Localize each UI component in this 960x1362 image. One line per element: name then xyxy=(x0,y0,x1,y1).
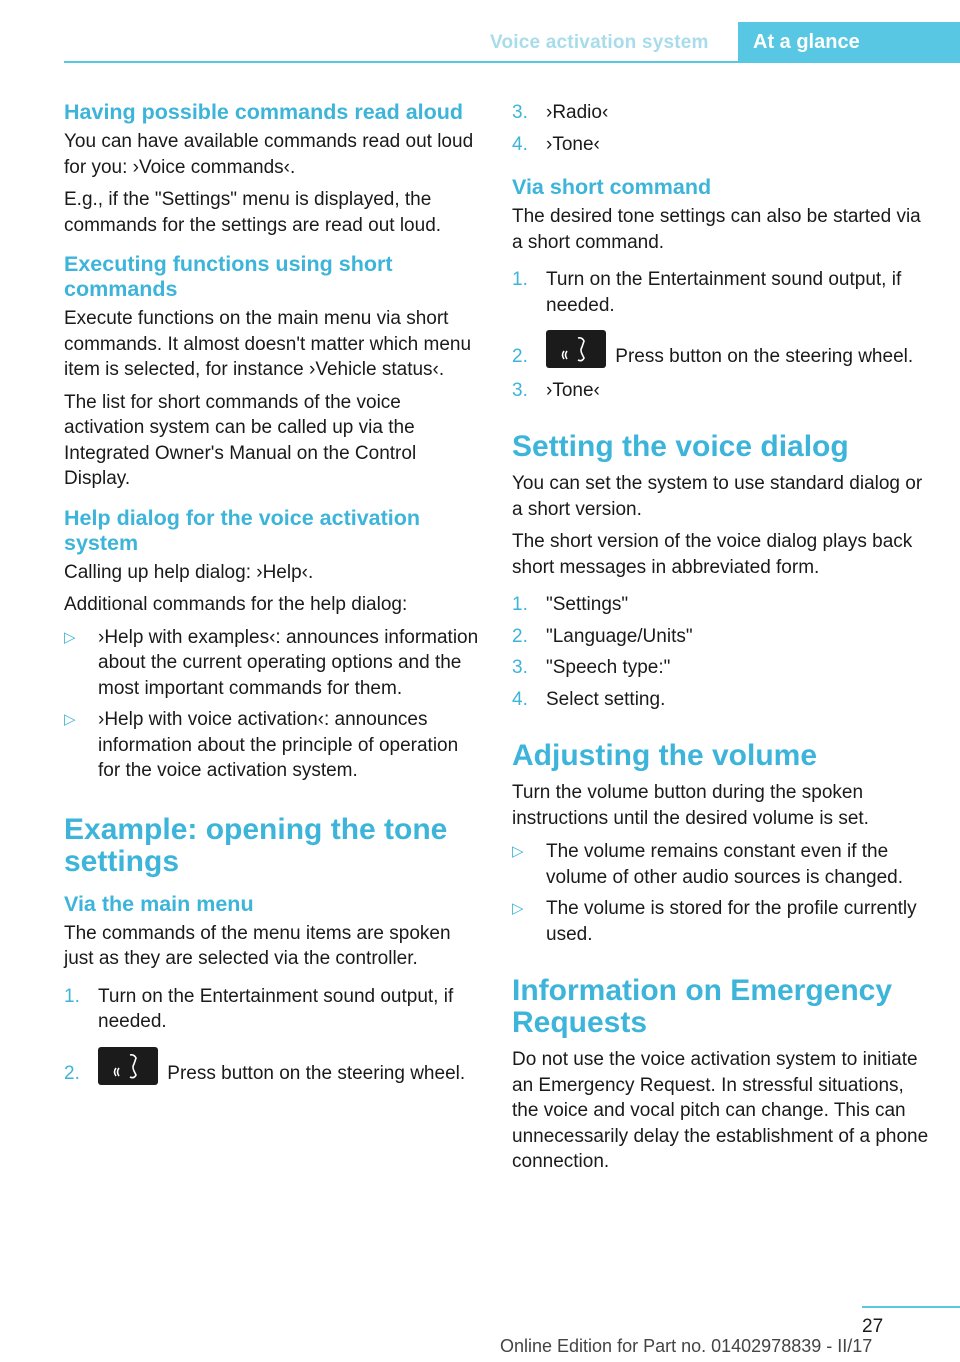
paragraph: The short version of the voice dialog plays back short messages in abbreviated form. xyxy=(512,531,913,578)
page-number: 27 xyxy=(862,1316,884,1337)
heading-help-dialog: Help dialog for the voice activation system xyxy=(64,505,421,555)
triangle-bullet-icon: ▷ xyxy=(64,628,76,646)
step-item: 1. Turn on the Entertainment sound output, if needed. xyxy=(64,985,454,1032)
step-item: 2. "Language/Units" xyxy=(512,624,932,650)
list-item: ▷ ›Help with examples‹: announces information about the current operating options and the most important commands for them. xyxy=(64,626,479,699)
step-item: 1. "Settings" xyxy=(512,592,932,618)
paragraph: You can set the system to use standard dialog or a short version. xyxy=(512,473,923,520)
heading-read-aloud: Having possible commands read aloud xyxy=(64,100,464,124)
step-item: 1. Turn on the Entertainment sound output, if needed. xyxy=(512,269,902,316)
step-item: 2. Press button on the steering wheel. xyxy=(512,330,932,370)
heading-via-menu: Via the main menu xyxy=(64,891,254,916)
step-item: 3. ›Radio‹ xyxy=(512,100,932,126)
triangle-bullet-icon: ▷ xyxy=(512,843,524,860)
step-item: 3. ›Tone‹ xyxy=(512,378,932,404)
heading-voice-dialog: Setting the voice dialog xyxy=(512,430,849,463)
step-number: 2. xyxy=(64,1062,80,1084)
step-item: 2. Press button on the steering wheel. xyxy=(64,1047,484,1087)
paragraph: Execute functions on the main menu via short commands. It almost doesn't matter which menu item is selected, for instance ›Vehicle status‹. xyxy=(64,308,472,380)
voice-command-button-icon xyxy=(98,1047,158,1085)
step-number: 1. xyxy=(512,594,528,615)
heading-example: Example: opening the tone settings xyxy=(64,812,448,878)
triangle-bullet-icon: ▷ xyxy=(64,711,76,728)
edition-note: Online Edition for Part no. 01402978839 - II/17 xyxy=(500,1336,873,1356)
step-number: 2. xyxy=(512,625,528,647)
paragraph: The desired tone settings can also be started via a short command. xyxy=(512,206,921,253)
paragraph: Do not use the voice activation system to initiate an Emergency Request. In stressful situations, the voice and vocal pitch can change. This can unnecessarily delay the establishment of a phone connection. xyxy=(512,1049,929,1172)
step-item: 4. ›Tone‹ xyxy=(512,132,932,158)
section-title: Voice activation system xyxy=(490,32,709,53)
step-number: 3. xyxy=(512,657,528,678)
list-item: ▷ The volume is stored for the profile currently used. xyxy=(512,898,917,945)
paragraph: The list for short commands of the voice activation system can be called up via the Integrated Owner's Manual on the Control Display. xyxy=(64,391,417,489)
step-number: 3. xyxy=(512,102,528,123)
footer-rule xyxy=(862,1306,960,1308)
step-number: 1. xyxy=(512,269,528,290)
page-header xyxy=(0,22,960,62)
paragraph: The commands of the menu items are spoken just as they are selected via the controller. xyxy=(64,922,451,969)
paragraph: Calling up help dialog: ›Help‹. xyxy=(64,561,314,583)
left-column xyxy=(64,100,484,1092)
step-number: 3. xyxy=(512,379,528,401)
step-number: 4. xyxy=(512,133,528,155)
step-item: 4. Select setting. xyxy=(512,687,932,713)
heading-emergency: Information on Emergency Requests xyxy=(512,974,893,1039)
paragraph: You can have available commands read out loud for you: ›Voice commands‹. xyxy=(64,131,474,178)
heading-short-commands: Executing functions using short commands xyxy=(64,252,393,301)
list-item: ▷ The volume remains constant even if the volume of other audio sources is changed. xyxy=(512,841,903,888)
list-item: ▷ ›Help with voice activation‹: announces information about the principle of operation for the voice activation system. xyxy=(64,709,459,781)
paragraph: Additional commands for the help dialog: xyxy=(64,594,408,615)
paragraph: E.g., if the "Settings" menu is displayed, the commands for the settings are read out loud. xyxy=(64,189,442,236)
voice-command-button-icon xyxy=(546,330,606,368)
step-number: 1. xyxy=(64,985,80,1007)
heading-via-short-command: Via short command xyxy=(512,175,712,199)
triangle-bullet-icon: ▷ xyxy=(512,900,524,917)
heading-volume: Adjusting the volume xyxy=(512,739,818,772)
right-column xyxy=(512,100,932,1182)
chapter-tab: At a glance xyxy=(738,22,960,63)
step-item: 3. "Speech type:" xyxy=(512,655,932,681)
step-number: 2. xyxy=(512,346,528,367)
step-number: 4. xyxy=(512,688,528,710)
paragraph: Turn the volume button during the spoken instructions until the desired volume is set. xyxy=(512,782,869,829)
